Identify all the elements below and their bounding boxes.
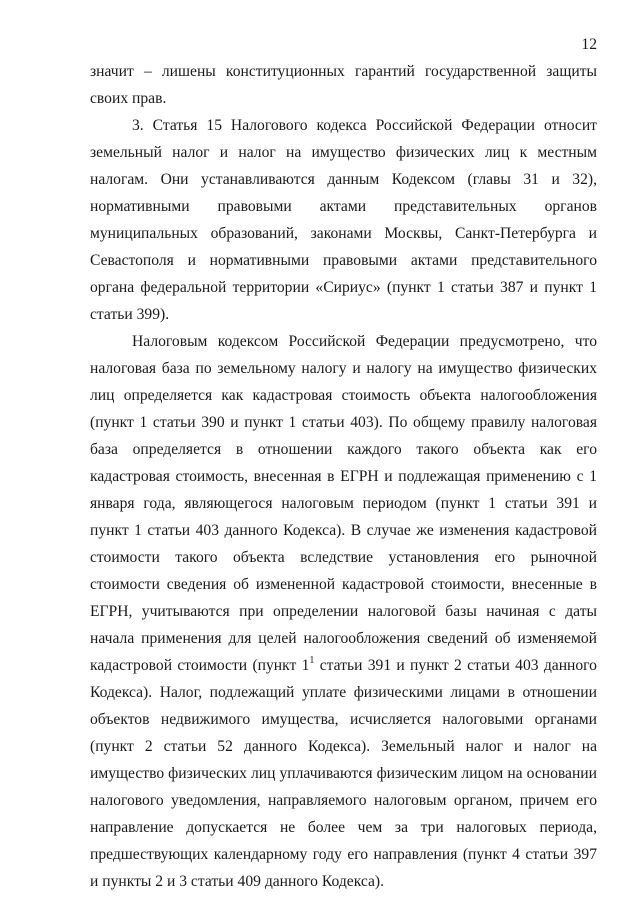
text-line: кадастровая стоимость, внесенная в ЕГРН и подлежащая применению с 1 <box>90 468 597 485</box>
text-line: своих прав. <box>90 90 167 107</box>
text-line: статьи 399). <box>90 306 170 323</box>
text-line: и пункты 2 и 3 статьи 409 данного Кодекса). <box>90 873 385 890</box>
text-line: органа федеральной территории «Сириус» (пункт 1 статьи 387 и пункт 1 <box>90 279 597 296</box>
text-line: начала применения для целей налогообложения сведений об изменяемой <box>90 630 597 647</box>
text-line: (пункт 2 статьи 52 данного Кодекса). Земельный налог и налог на <box>90 738 597 755</box>
body-text <box>90 58 597 895</box>
text-line: налогам. Они устанавливаются данным Кодексом (главы 31 и 32), <box>90 171 597 188</box>
text-line: налогового уведомления, направляемого налоговым органом, причем его <box>90 792 597 809</box>
text-line: Кодекса). Налог, подлежащий уплате физическими лицами в отношении <box>90 684 597 701</box>
text-line: 3. Статья 15 Налогового кодекса Российской Федерации относит <box>132 117 597 134</box>
text-line: земельный налог и налог на имущество физических лиц к местным <box>90 144 597 161</box>
text-line: муниципальных образований, законами Москвы, Санкт-Петербурга и <box>90 225 597 242</box>
text-line: стоимости сведения об измененной кадастровой стоимости, внесенные в <box>90 576 597 593</box>
text-segment: кадастровой стоимости (пункт 1 <box>90 657 310 674</box>
text-line: значит – лишены конституционных гарантий государственной защиты <box>90 63 597 80</box>
text-line: января года, являющегося налоговым периодом (пункт 1 статьи 391 и <box>90 495 597 512</box>
text-line: пункт 1 статьи 403 данного Кодекса). В случае же изменения кадастровой <box>90 522 597 539</box>
text-line: предшествующих календарному году его направления (пункт 4 статьи 397 <box>90 846 597 863</box>
text-line: ЕГРН, учитываются при определении налоговой базы начиная с даты <box>90 603 597 620</box>
text-line <box>90 652 597 679</box>
page-number: 12 <box>581 36 597 53</box>
text-line: объектов недвижимого имущества, исчисляется налоговыми органами <box>90 711 597 728</box>
text-segment: статьи 391 и пункт 2 статьи 403 данного <box>314 657 597 674</box>
text-line: база определяется в отношении каждого такого объекта как его <box>90 441 597 458</box>
text-line: нормативными правовыми актами представительных органов <box>90 198 597 215</box>
text-line: направление допускается не более чем за три налоговых периода, <box>90 819 597 836</box>
text-line: Налоговым кодексом Российской Федерации предусмотрено, что <box>132 333 597 350</box>
text-line: (пункт 1 статьи 390 и пункт 1 статьи 403). По общему правилу налоговая <box>90 414 597 431</box>
superscript: 1 <box>309 654 315 666</box>
text-line: Севастополя и нормативными правовыми актами представительного <box>90 252 597 269</box>
text-line: лиц определяется как кадастровая стоимость объекта налогообложения <box>90 387 597 404</box>
text-line: налоговая база по земельному налогу и налогу на имущество физических <box>90 360 597 377</box>
text-line: имущество физических лиц уплачиваются физическим лицом на основании <box>90 765 597 782</box>
text-line: стоимости такого объекта вследствие установления его рыночной <box>90 549 597 566</box>
